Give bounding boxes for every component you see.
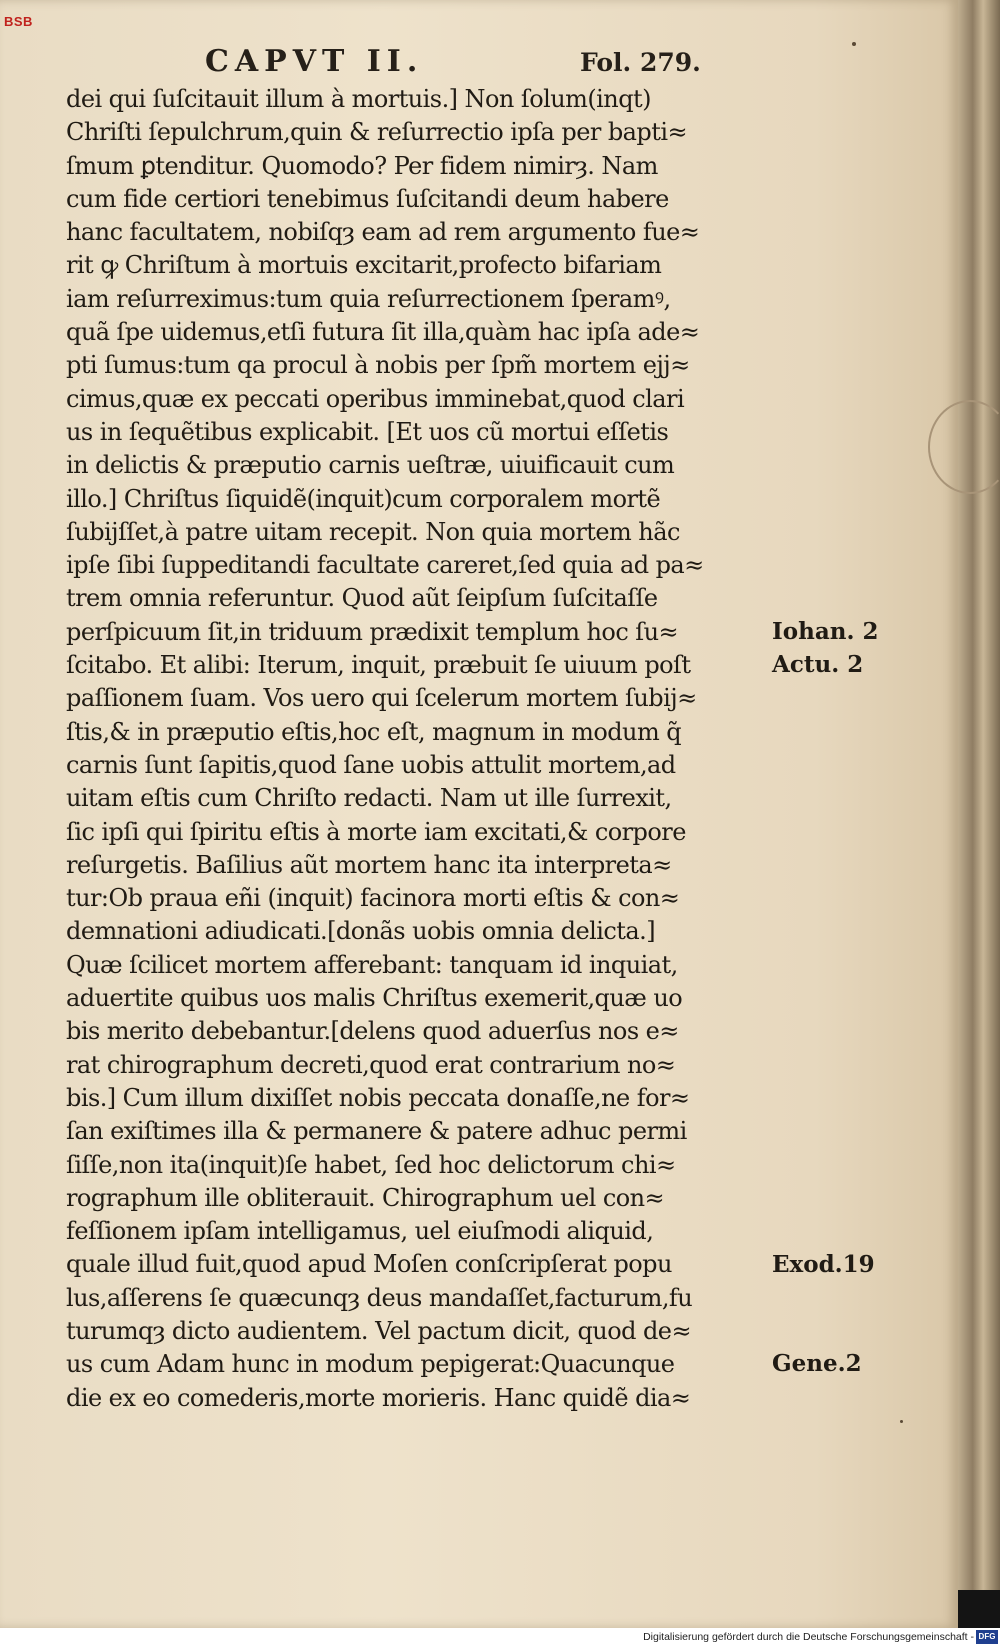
text-line: ſtis,& in præputio eſtis,hoc eſt, magnum in modum q̃ — [66, 717, 682, 746]
text-line: bis merito debebantur.[delens quod aduerſus nos e≈ — [66, 1017, 679, 1046]
text-line: ſan exiſtimes illa & permanere & patere adhuc permi — [66, 1117, 687, 1146]
text-line: perſpicuum ſit,in triduum prædixit templum hoc ſu≈ — [66, 617, 679, 646]
text-line: rit ꝙ Chriſtum à mortuis excitarit,profecto bifariam — [66, 251, 662, 280]
text-line: ſcitabo. Et alibi: Iterum, inquit, præbuit ſe uiuum poſt — [66, 651, 691, 680]
text-line: iam reſurreximus:tum quia reſurrectionem ſperamꝰ, — [66, 284, 671, 313]
text-line: carnis ſunt ſapitis,quod ſane uobis attulit mortem,ad — [66, 750, 676, 779]
text-line: quã ſpe uidemus,etſi futura ſit illa,quàm hac ipſa ade≈ — [66, 318, 700, 347]
text-line: trem omnia referuntur. Quod aũt ſeipſum ſuſcitaſſe — [66, 584, 658, 613]
text-line: tur:Ob praua eñi (inquit) facinora morti eſtis & con≈ — [66, 884, 680, 913]
dfg-logo: DFG — [976, 1630, 998, 1644]
digitization-footer — [0, 1628, 1000, 1647]
text-line: Chriſti ſepulchrum,quin & reſurrectio ipſa per bapti≈ — [66, 118, 688, 147]
margin-note: Gene.2 — [772, 1350, 862, 1378]
text-line: uitam eſtis cum Chriſto redacti. Nam ut ille ſurrexit, — [66, 784, 672, 813]
text-line: ſiſſe,non ita(inquit)ſe habet, ſed hoc delictorum chi≈ — [66, 1150, 676, 1179]
text-line: cimus,quæ ex peccati operibus imminebat,quod clari — [66, 384, 685, 413]
text-line: bis.] Cum illum dixiſſet nobis peccata donaſſe,ne for≈ — [66, 1083, 690, 1112]
text-line: paſſionem ſuam. Vos uero qui ſcelerum mortem ſubij≈ — [66, 684, 697, 713]
text-line: cum fide certiori tenebimus ſuſcitandi deum habere — [66, 184, 669, 213]
text-line: rat chirographum decreti,quod erat contrarium no≈ — [66, 1050, 676, 1079]
margin-note: Actu. 2 — [772, 651, 864, 679]
text-line: ipſe ſibi ſuppeditandi facultate careret,ſed quia ad pa≈ — [66, 551, 704, 580]
running-title: CAPVT II. — [205, 44, 424, 79]
body-text — [66, 83, 766, 1415]
text-line: hanc facultatem, nobiſqȝ eam ad rem argumento fue≈ — [66, 218, 700, 247]
text-line: dei qui ſuſcitauit illum à mortuis.] Non ſolum(inqt) — [66, 85, 651, 113]
folio-number: Fol. 279. — [580, 48, 701, 77]
text-line: Quæ ſcilicet mortem afferebant: tanquam id inquiat, — [66, 950, 678, 979]
text-line: illo.] Chriſtus ſiquidẽ(inquit)cum corporalem mortẽ — [66, 484, 661, 513]
text-line: us cum Adam hunc in modum pepigerat:Quacunque — [66, 1350, 675, 1379]
text-line: ſmum ꝑtenditur. Quomodo? Per fidem nimirȝ. Nam — [66, 151, 658, 180]
text-line: demnationi adiudicati.[donãs uobis omnia delicta.] — [66, 917, 656, 946]
text-line: ſic ipſi qui ſpiritu eſtis à morte iam excitati,& corpore — [66, 817, 686, 846]
ink-speck — [900, 1420, 903, 1423]
text-line: reſurgetis. Baſilius aũt mortem hanc ita interpreta≈ — [66, 850, 672, 879]
page-edge — [958, 0, 1000, 1590]
margin-note: Iohan. 2 — [772, 617, 879, 645]
text-line: us in ſequẽtibus explicabit. [Et uos cũ mortui eſſetis — [66, 417, 669, 446]
funding-credit: Digitalisierung gefördert durch die Deutsche Forschungsgemeinschaft - — [643, 1631, 974, 1643]
running-head — [0, 44, 958, 84]
text-line: pti ſumus:tum qa procul à nobis per ſpm̃ mortem ejj≈ — [66, 351, 690, 380]
text-line: ſubijſſet,à patre uitam recepit. Non quia mortem hãc — [66, 517, 680, 546]
text-line: feſſionem ipſam intelligamus, uel eiuſmodi aliquid, — [66, 1217, 654, 1246]
text-line: rographum ille obliterauit. Chirographum uel con≈ — [66, 1183, 665, 1212]
text-line: quale illud fuit,quod apud Moſen conſcripſerat popu — [66, 1250, 672, 1279]
text-line: turumqȝ dicto audientem. Vel pactum dicit, quod de≈ — [66, 1316, 692, 1345]
text-line: die ex eo comederis,morte morieris. Hanc quidẽ dia≈ — [66, 1383, 691, 1412]
library-mark: BSB — [4, 14, 33, 29]
margin-note: Exod.19 — [772, 1250, 875, 1278]
text-line: in delictis & præputio carnis ueſtræ, uiuificauit cum — [66, 451, 675, 480]
text-line: lus,aſſerens ſe quæcunqȝ deus mandaſſet,facturum,fu — [66, 1283, 693, 1312]
text-line: aduertite quibus uos malis Chriſtus exemerit,quæ uo — [66, 984, 683, 1013]
